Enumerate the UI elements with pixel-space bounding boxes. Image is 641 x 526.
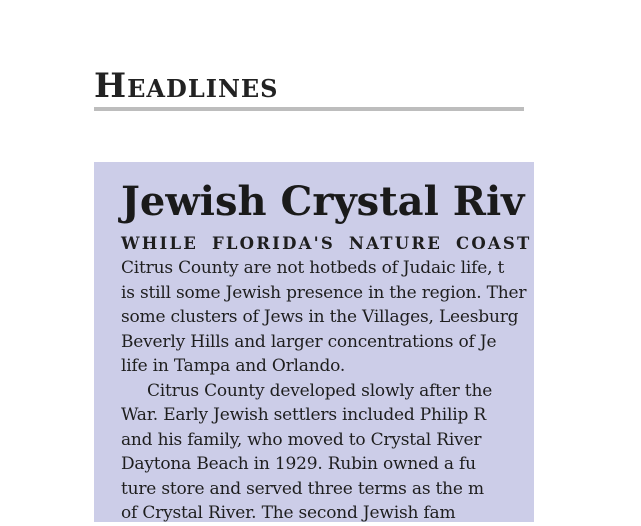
article-line: some clusters of Jews in the Villages, Leesburg [121, 307, 519, 327]
article-line: Beverly Hills and larger concentrations of Je [121, 331, 497, 352]
article-content [121, 176, 641, 526]
article-line: ture store and served three terms as the m [121, 478, 484, 499]
article-sidebar [94, 162, 534, 522]
article-line: life in Tampa and Orlando. [121, 356, 346, 376]
article-line: Daytona Beach in 1929. Rubin owned a fu [121, 454, 476, 474]
article-line: War. Early Jewish settlers included Philip R [121, 405, 486, 425]
article-line: and his family, who moved to Crystal River [121, 429, 482, 450]
article-line: Citrus County developed slowly after the [147, 380, 493, 401]
article-line: of Crystal River. The second Jewish fam [121, 503, 456, 523]
article-kicker: WHILE FLORIDA'S NATURE COAST [121, 234, 532, 253]
article-title: Jewish Crystal Riv [121, 178, 525, 225]
section-divider [94, 107, 524, 111]
section-header [94, 64, 534, 108]
article-line: Citrus County are not hotbeds of Judaic life, t [121, 258, 505, 278]
article-line: is still some Jewish presence in the region. Ther [121, 282, 527, 303]
section-title: Headlines [94, 66, 279, 106]
